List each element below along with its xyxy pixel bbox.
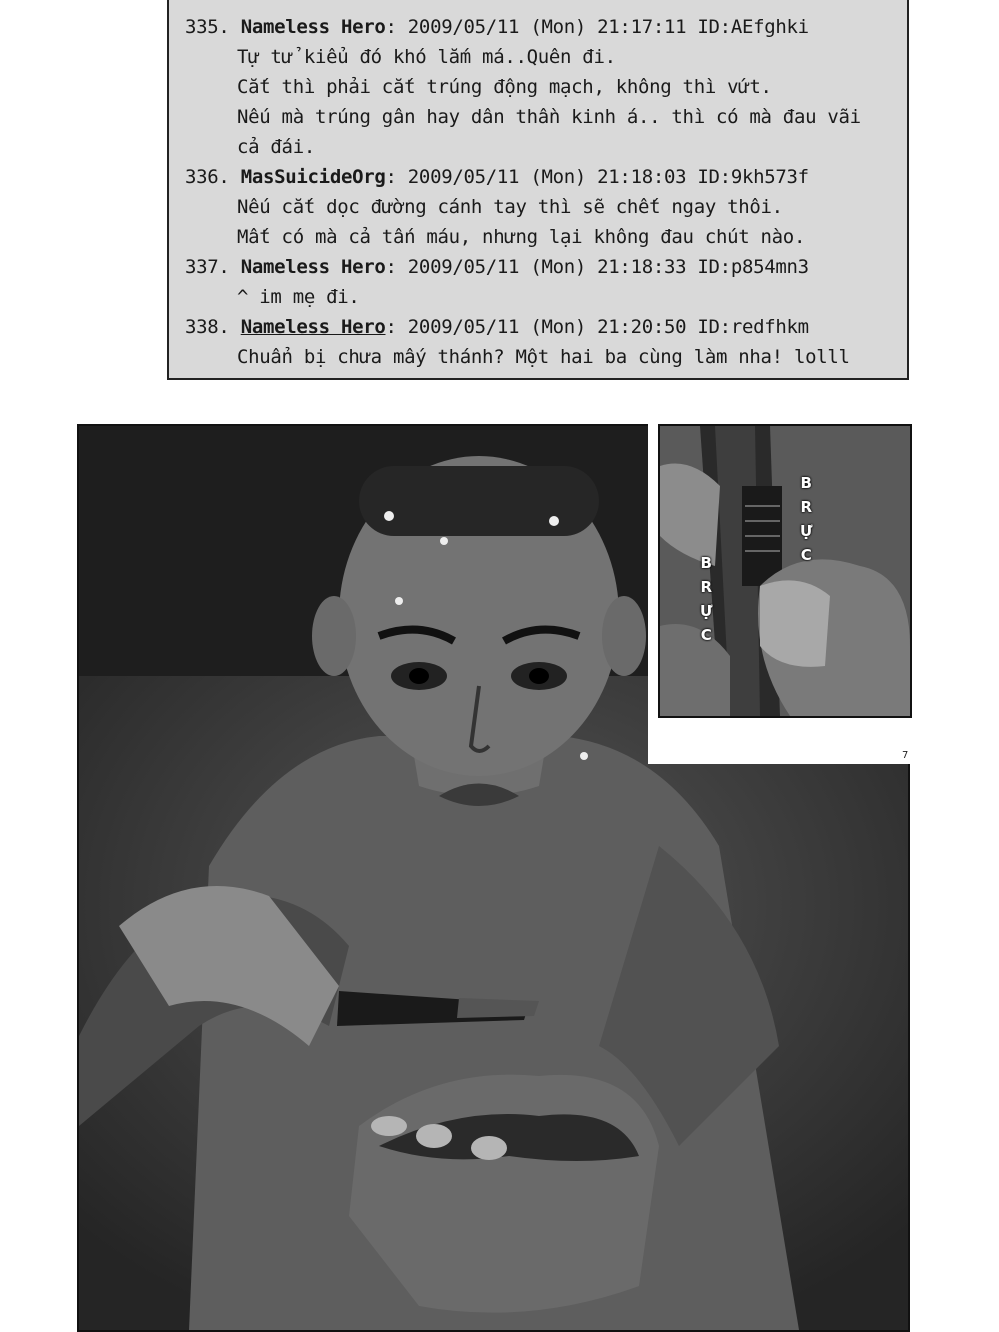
sfx-letter: R [800, 498, 813, 516]
sfx-letter: R [700, 578, 713, 596]
post-number: 337. [185, 256, 230, 278]
post-author[interactable]: Nameless Hero [240, 16, 386, 38]
sfx-letter: C [700, 626, 712, 644]
cutter-closeup-illustration [660, 426, 910, 716]
post-header [185, 12, 901, 42]
post-line: cả đái. [237, 136, 315, 158]
sfx-letter: C [800, 546, 812, 564]
post-line: Cắt thì phải cắt trúng động mạch, không thì vứt. [237, 76, 772, 98]
post-header [185, 252, 901, 282]
post-meta: : 2009/05/11 (Mon) 21:20:50 ID:redfhkm [385, 316, 809, 338]
post-number: 338. [185, 316, 230, 338]
post-author[interactable]: MasSuicideOrg [240, 166, 386, 188]
sfx-letter: Ự [800, 522, 813, 540]
post-line: Mất có mà cả tấn máu, nhưng lại không đau chút nào. [237, 226, 806, 248]
post-author[interactable]: Nameless Hero [240, 316, 386, 338]
post-meta: : 2009/05/11 (Mon) 21:18:03 ID:9kh573f [385, 166, 809, 188]
sfx-letter: B [700, 554, 712, 572]
post-line: ^ im mẹ đi. [237, 286, 360, 308]
manga-panel-inset [658, 424, 912, 718]
post-body [237, 192, 901, 252]
post-meta: : 2009/05/11 (Mon) 21:18:33 ID:p854mn3 [385, 256, 809, 278]
post-body [237, 342, 901, 372]
post-meta: : 2009/05/11 (Mon) 21:17:11 ID:AEfghki [385, 16, 809, 38]
sfx-bruc-left [700, 551, 713, 647]
post-body [237, 282, 901, 312]
post-number: 336. [185, 166, 230, 188]
page-number: 7 [902, 750, 909, 761]
forum-post-335 [185, 12, 901, 162]
sfx-letter: Ự [700, 602, 713, 620]
forum-post-336 [185, 162, 901, 252]
post-line: Chuẩn bị chưa mấy thánh? Một hai ba cùng làm nha! lolll [237, 346, 850, 368]
post-header [185, 312, 901, 342]
post-body [237, 42, 901, 162]
post-line: Nếu cắt dọc đường cánh tay thì sẽ chết ngay thôi. [237, 196, 783, 218]
sfx-bruc-right [800, 471, 813, 567]
post-author[interactable]: Nameless Hero [240, 256, 386, 278]
post-line: Nếu mà trúng gân hay dân thần kinh á.. thì có mà đau vãi [237, 106, 861, 128]
post-header [185, 162, 901, 192]
post-number: 335. [185, 16, 230, 38]
post-line: Tự tử kiểu đó khó lắm má..Quên đi. [237, 46, 616, 68]
sfx-letter: B [800, 474, 812, 492]
forum-thread-box [167, 0, 909, 380]
forum-post-338 [185, 312, 901, 372]
forum-post-337 [185, 252, 901, 312]
